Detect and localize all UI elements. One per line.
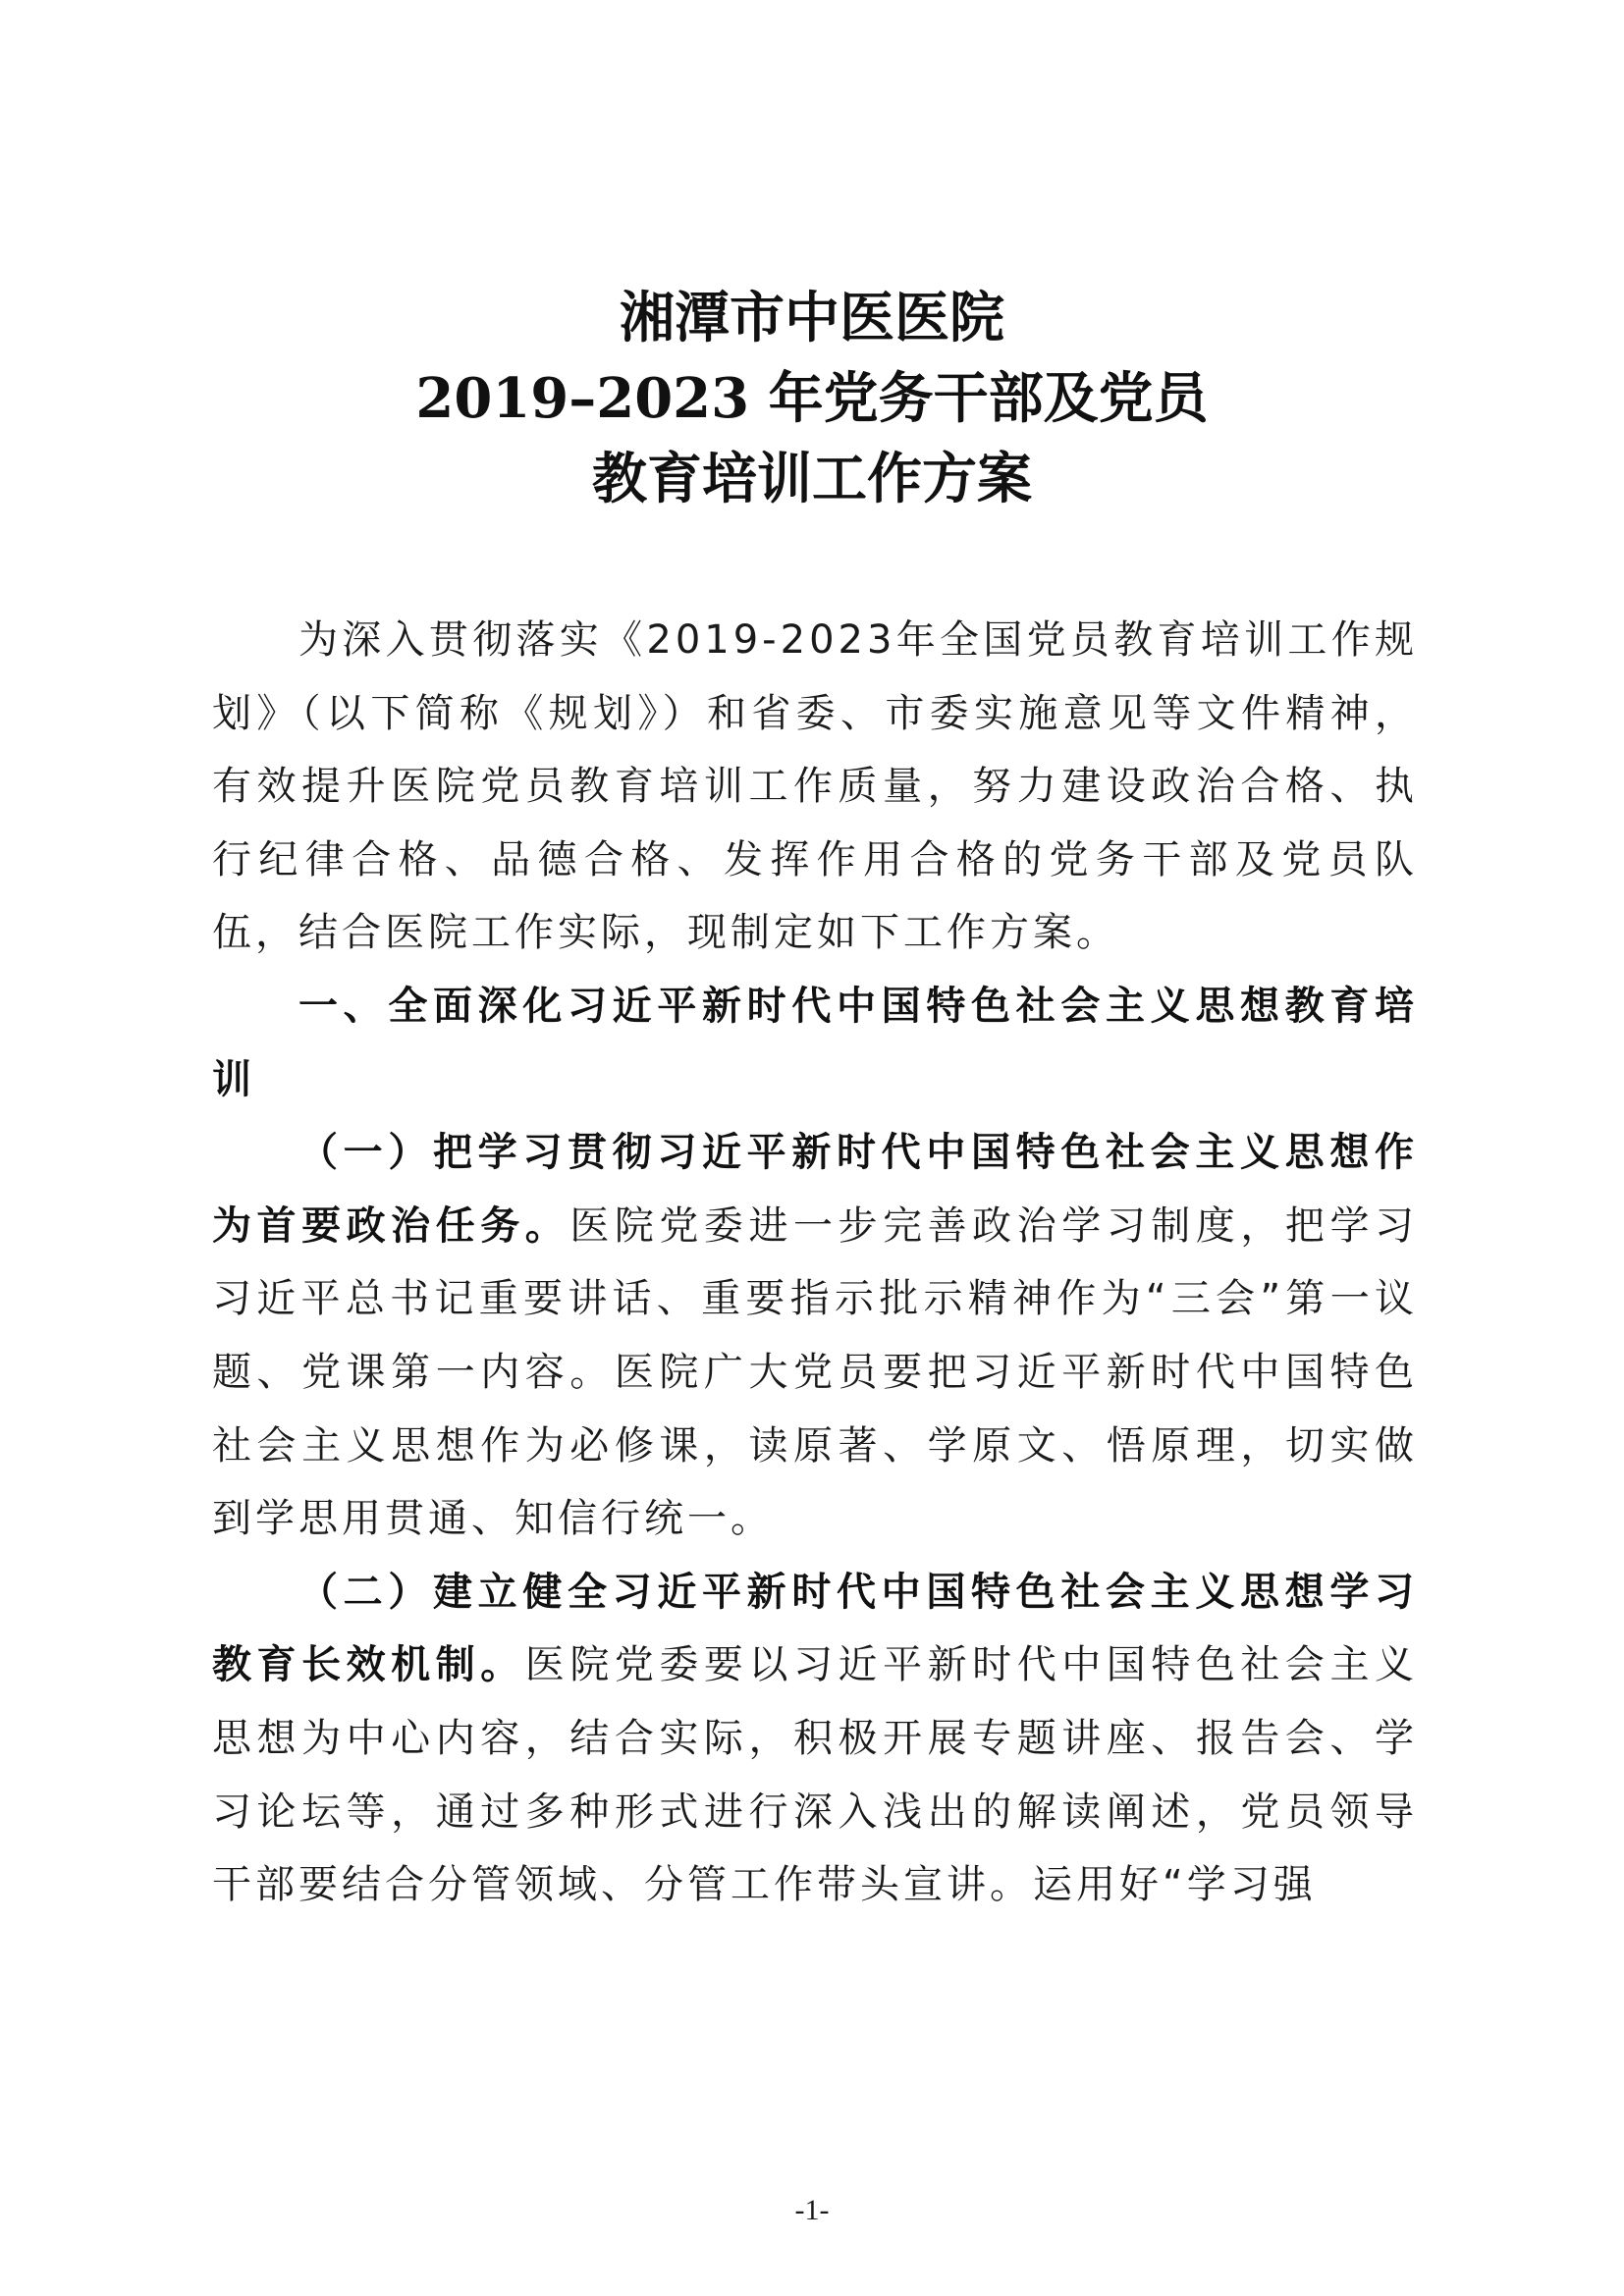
- item-2-text: 医院党委要以习近平新时代中国特色社会主义思想为中心内容，结合实际，积极开展专题讲座、报告会、学习论坛等，通过多种形式进行深入浅出的解读阐述，党员领导干部要结合分管领域、分管工作带头宣讲。运用好“学习强: [212, 1642, 1419, 1908]
- section-1-heading: 一、全面深化习近平新时代中国特色社会主义思想教育培训: [212, 983, 1418, 1102]
- intro-paragraph: 为深入贯彻落实《2019-2023年全国党员教育培训工作规划》（以下简称《规划》）和省委、市委实施意见等文件精神，有效提升医院党员教育培训工作质量，努力建设政治合格、执行纪律合格、品德合格、发挥作用合格的党务干部及党员队伍，结合医院工作实际，现制定如下工作方案。: [212, 617, 1418, 956]
- item-1-lead: （一）把学习贯彻习近平新时代中国特色社会主义思想作为首要政治任务。: [212, 1130, 1418, 1249]
- title-line-1: 湘潭市中医医院: [620, 286, 1004, 350]
- page-number: -1-: [794, 2194, 830, 2226]
- title-line-2: 2019–2023 年党务干部及党员: [415, 366, 1209, 431]
- document-title: [0, 278, 1624, 519]
- title-line-3: 教育培训工作方案: [592, 447, 1032, 511]
- item-2-lead: （二）建立健全习近平新时代中国特色社会主义思想学习教育长效机制。: [212, 1569, 1418, 1688]
- document-body: [212, 604, 1418, 1922]
- item-1-paragraph: [212, 1116, 1418, 1556]
- item-2-paragraph: [212, 1556, 1418, 1922]
- item-1-text: 医院党委进一步完善政治学习制度，把学习习近平总书记重要讲话、重要指示批示精神作为“三会”第一议题、党课第一内容。医院广大党员要把习近平新时代中国特色社会主义思想作为必修课，读原著、学原文、悟原理，切实做到学思用贯通、知信行统一。: [212, 1202, 1419, 1542]
